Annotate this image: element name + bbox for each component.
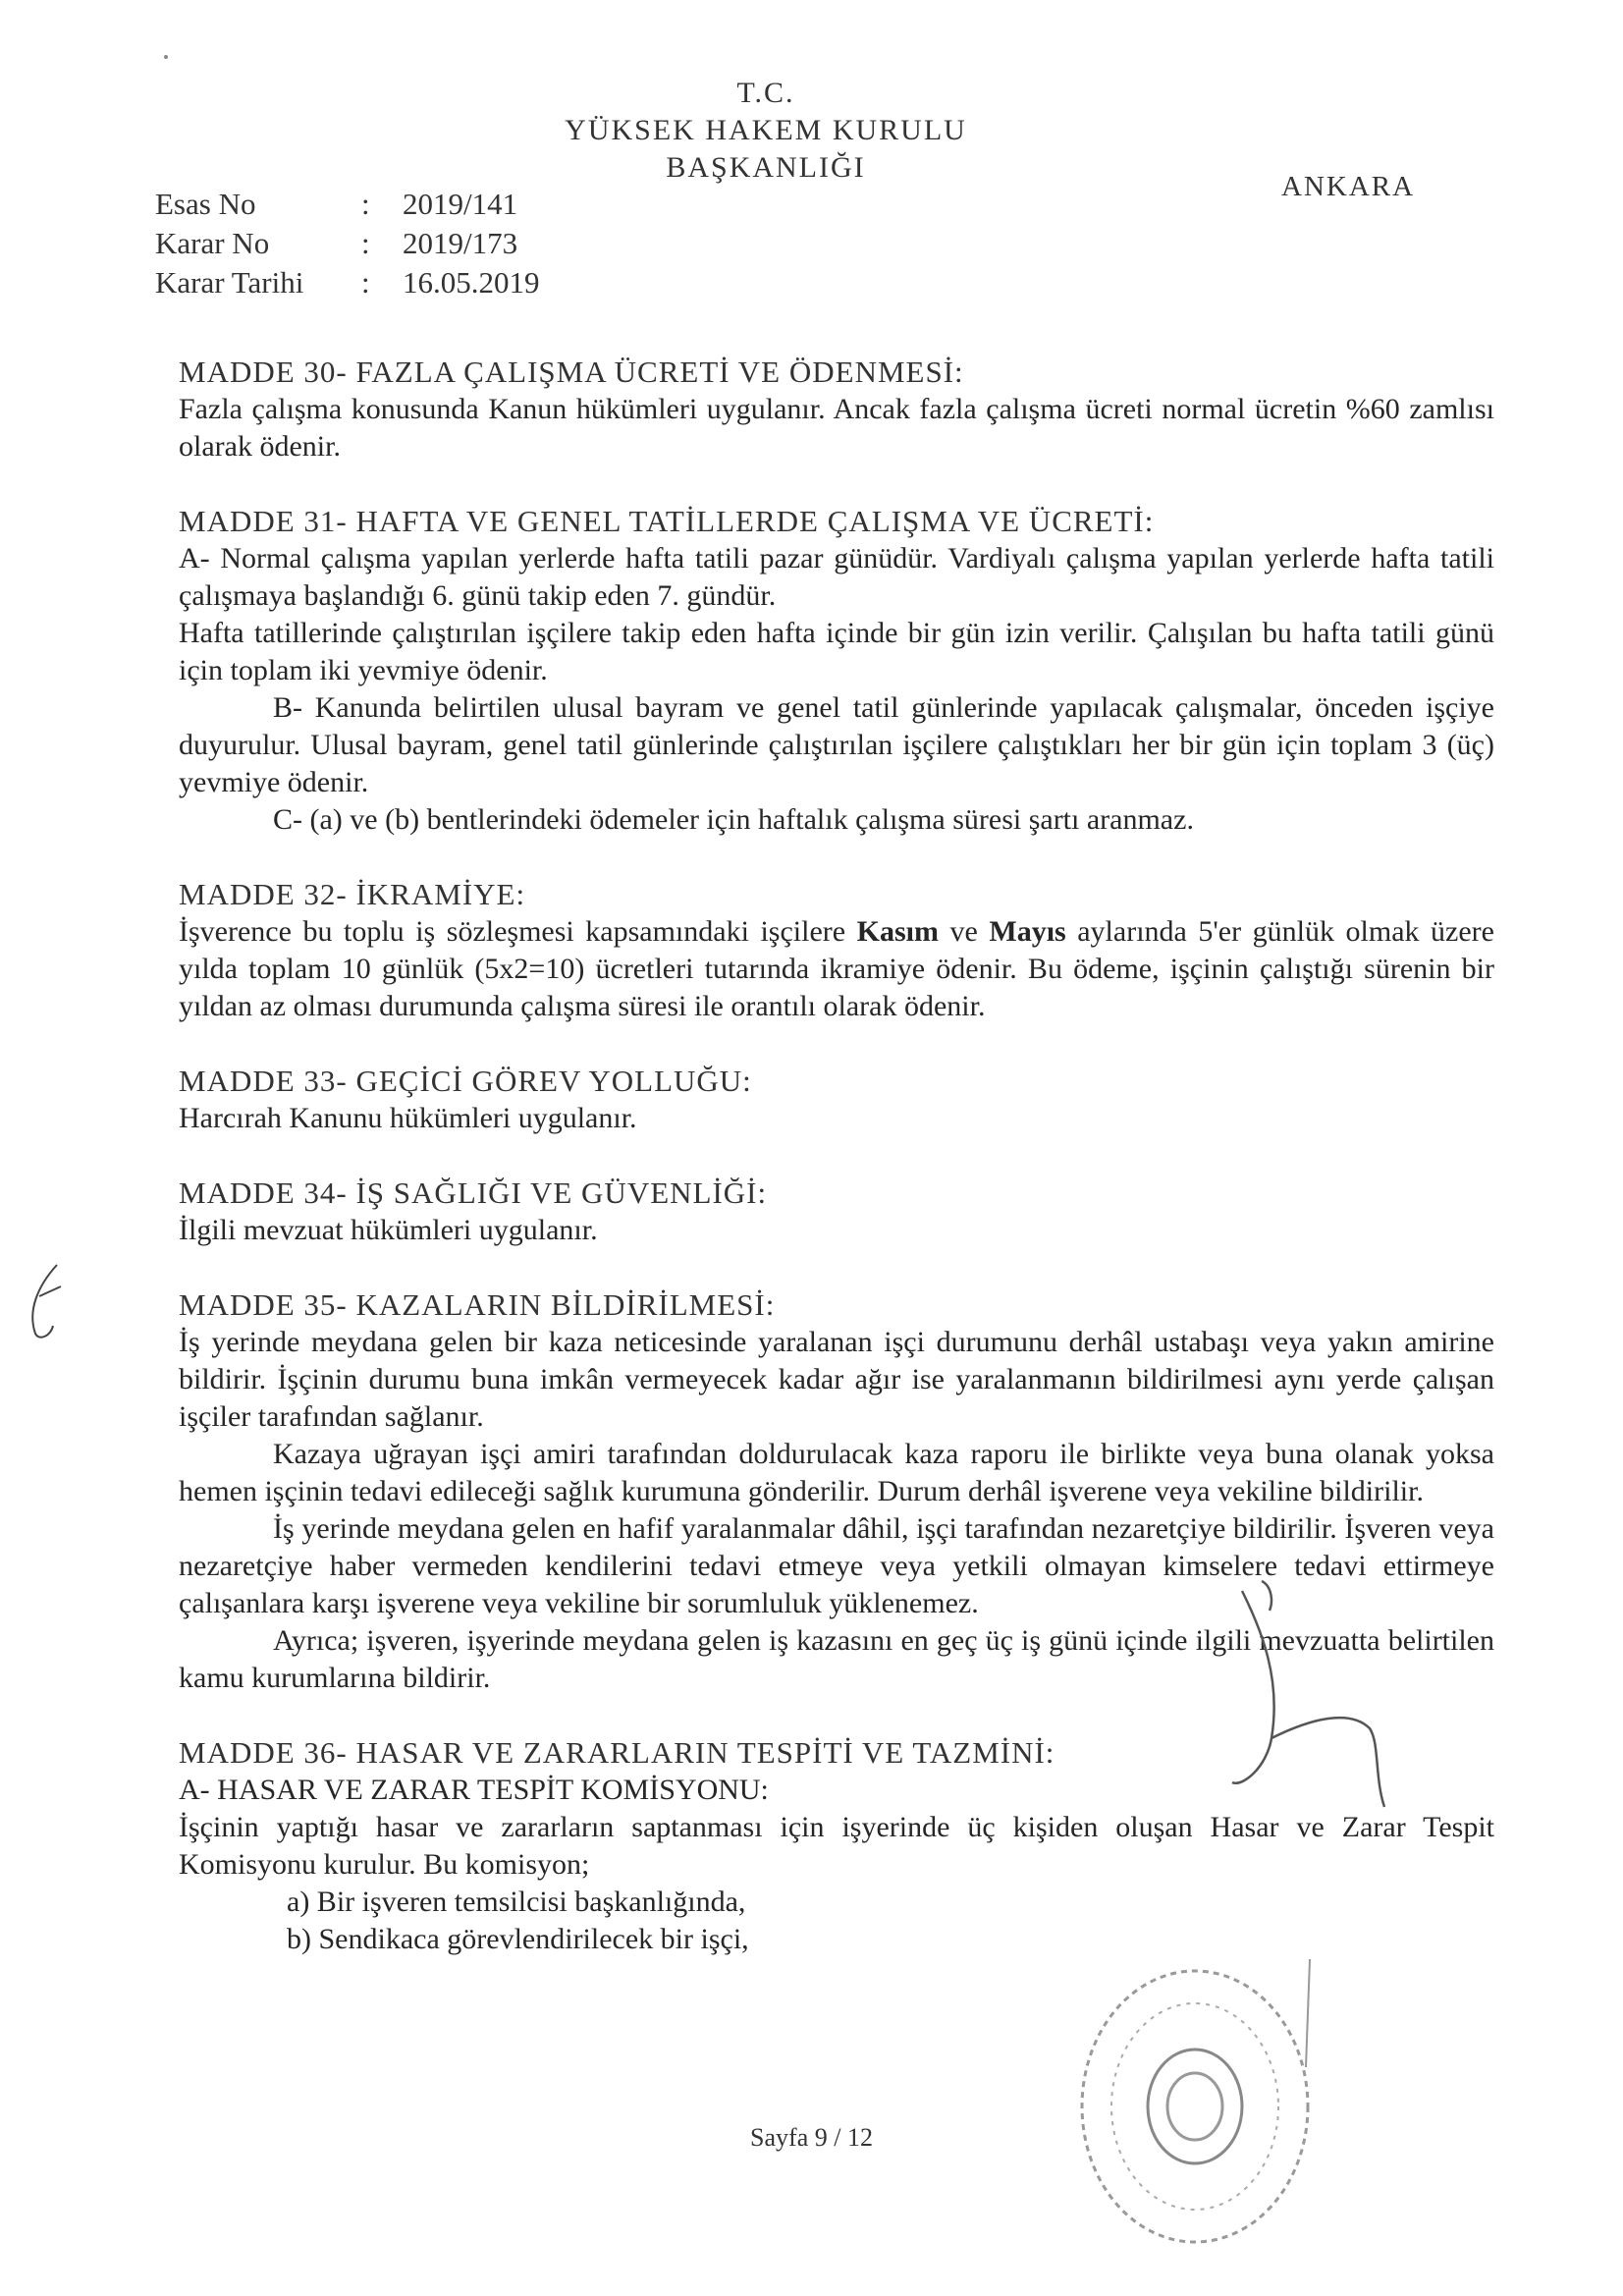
- meta-row-tarih: [155, 263, 540, 302]
- handwritten-signature: [1203, 1571, 1399, 1866]
- article-30-p1: Fazla çalışma konusunda Kanun hükümleri uygulanır. Ancak fazla çalışma ücreti normal ücretin %60 zamlısı olarak ödenir.: [179, 393, 1494, 463]
- list-item: b) Sendikaca görevlendirilecek bir işçi,: [287, 1923, 749, 1955]
- article-36-p1: İşçinin yaptığı hasar ve zararların saptanması için işyerinde üç kişiden oluşan Hasar ve Zarar Tespit Komisyonu kurulur. Bu komisyon;: [179, 1811, 1494, 1881]
- month-mayis: Mayıs: [989, 915, 1066, 948]
- article-31-a: A- Normal çalışma yapılan yerlerde hafta tatili pazar günüdür. Vardiyalı çalışma yapılan yerlerde hafta tatili çalışmaya başlandığı 6. günü takip eden 7. gündür.: [179, 542, 1494, 612]
- month-kasim: Kasım: [856, 915, 939, 948]
- article-36-subheading: A- HASAR VE ZARAR TESPİT KOMİSYONU:: [179, 1774, 769, 1806]
- header-tc: T.C.: [736, 77, 795, 109]
- article-34-heading: MADDE 34- İŞ SAĞLIĞI VE GÜVENLİĞİ:: [179, 1175, 768, 1210]
- meta-label: Esas No: [155, 187, 256, 221]
- article-35-p3: İş yerinde meydana gelen en hafif yaralanmalar dâhil, işçi tarafından nezaretçiye bildirilir. İşveren veya nezaretçiye haber vermeden kendilerini tedavi etmeye veya yetkili olmayan kimselere tedavi ettirmeye çalışanlara karşı işverene veya vekiline bir sorumluluk yüklenemez.: [179, 1512, 1494, 1619]
- article-32-start: İşverence bu toplu iş sözleşmesi kapsamındaki işçilere: [179, 915, 857, 948]
- meta-colon: :: [361, 187, 370, 221]
- scan-speck: [163, 47, 169, 53]
- article-35-p1: İş yerinde meydana gelen bir kaza neticesinde yaralanan işçi durumunu derhâl ustabaşı veya yakın amirine bildirir. İşçinin durumu buna imkân vermeyecek kadar ağır ise yaralanmanın bildirilmesi aynı yerde çalışan işçiler tarafından sağlanır.: [179, 1326, 1494, 1433]
- article-32-heading: MADDE 32- İKRAMİYE:: [179, 877, 526, 911]
- page-number: Sayfa 9 / 12: [750, 2123, 873, 2152]
- meta-value: 2019/173: [403, 226, 518, 260]
- meta-colon: :: [361, 265, 370, 300]
- article-32-mid: ve: [938, 915, 990, 948]
- meta-value: 2019/141: [403, 187, 518, 221]
- article-31-heading: MADDE 31- HAFTA VE GENEL TATİLLERDE ÇALIŞMA VE ÜCRETİ:: [179, 504, 1155, 538]
- article-31-a2: Hafta tatillerinde çalıştırılan işçilere takip eden hafta içinde bir gün izin verilir. Çalışılan bu hafta tatili günü için toplam iki yevmiye ödenir.: [179, 617, 1494, 686]
- article-36-heading: MADDE 36- HASAR VE ZARARLARIN TESPİTİ VE TAZMİNİ:: [179, 1735, 1055, 1770]
- article-33-heading: MADDE 33- GEÇİCİ GÖREV YOLLUĞU:: [179, 1064, 752, 1098]
- header-city: ANKARA: [1281, 171, 1416, 202]
- article-35-p4: Ayrıca; işveren, işyerinde meydana gelen iş kazasını en geç üç iş günü içinde ilgili mevzuatta belirtilen kamu kurumlarına bildirir.: [179, 1624, 1494, 1694]
- meta-label: Karar No: [155, 226, 270, 260]
- meta-row-karar: [155, 224, 540, 263]
- margin-initial-mark: [18, 1257, 77, 1345]
- spacer: [179, 1249, 1494, 1286]
- meta-colon: :: [361, 226, 370, 260]
- header-presidency: BAŞKANLIĞI: [666, 151, 866, 184]
- article-31-b: B- Kanunda belirtilen ulusal bayram ve genel tatil günlerinde yapılacak çalışmalar, önceden işçiye duyurulur. Ulusal bayram, genel tatil günlerinde çalıştırılan işçilere çalıştıkları her bir gün için toplam 3 (üç) yevmiye ödenir.: [179, 691, 1494, 798]
- article-35-p2: Kazaya uğrayan işçi amiri tarafından doldurulacak kaza raporu ile birlikte veya buna olanak yoksa hemen işçinin tedavi edileceği sağlık kurumuna gönderilir. Durum derhâl işverene veya vekiline bildirilir.: [179, 1438, 1494, 1507]
- spacer: [179, 1137, 1494, 1175]
- meta-row-esas: [155, 185, 540, 224]
- list-item: a) Bir işveren temsilcisi başkanlığında,: [287, 1886, 746, 1918]
- case-meta: [155, 185, 540, 302]
- article-32-text: [179, 913, 1494, 1025]
- header-institution: YÜKSEK HAKEM KURULU: [565, 114, 967, 146]
- article-35-heading: MADDE 35- KAZALARIN BİLDİRİLMESİ:: [179, 1287, 776, 1322]
- spacer: [179, 839, 1494, 876]
- spacer: [179, 1025, 1494, 1063]
- article-30-heading: MADDE 30- FAZLA ÇALIŞMA ÜCRETİ VE ÖDENMESİ:: [179, 355, 964, 389]
- spacer: [179, 465, 1494, 503]
- article-33-text: Harcırah Kanunu hükümleri uygulanır.: [179, 1102, 637, 1134]
- meta-value: 16.05.2019: [403, 265, 540, 300]
- article-32-end: aylarında 5'er günlük olmak üzere yılda toplam 10 günlük (5x2=10) ücretleri tutarında ikramiye ödenir. Bu ödeme, işçinin çalıştığı sürenin bir yıldan az olması durumunda çalışma süresi ile orantılı olarak ödenir.: [179, 915, 1494, 1022]
- meta-label: Karar Tarihi: [155, 265, 304, 300]
- article-30-text: [179, 391, 1494, 465]
- official-round-stamp: [1062, 1940, 1327, 2264]
- article-31-c: C- (a) ve (b) bentlerindeki ödemeler için haftalık çalışma süresi şartı aranmaz.: [273, 803, 1194, 836]
- article-34-text: İlgili mevzuat hükümleri uygulanır.: [179, 1214, 598, 1246]
